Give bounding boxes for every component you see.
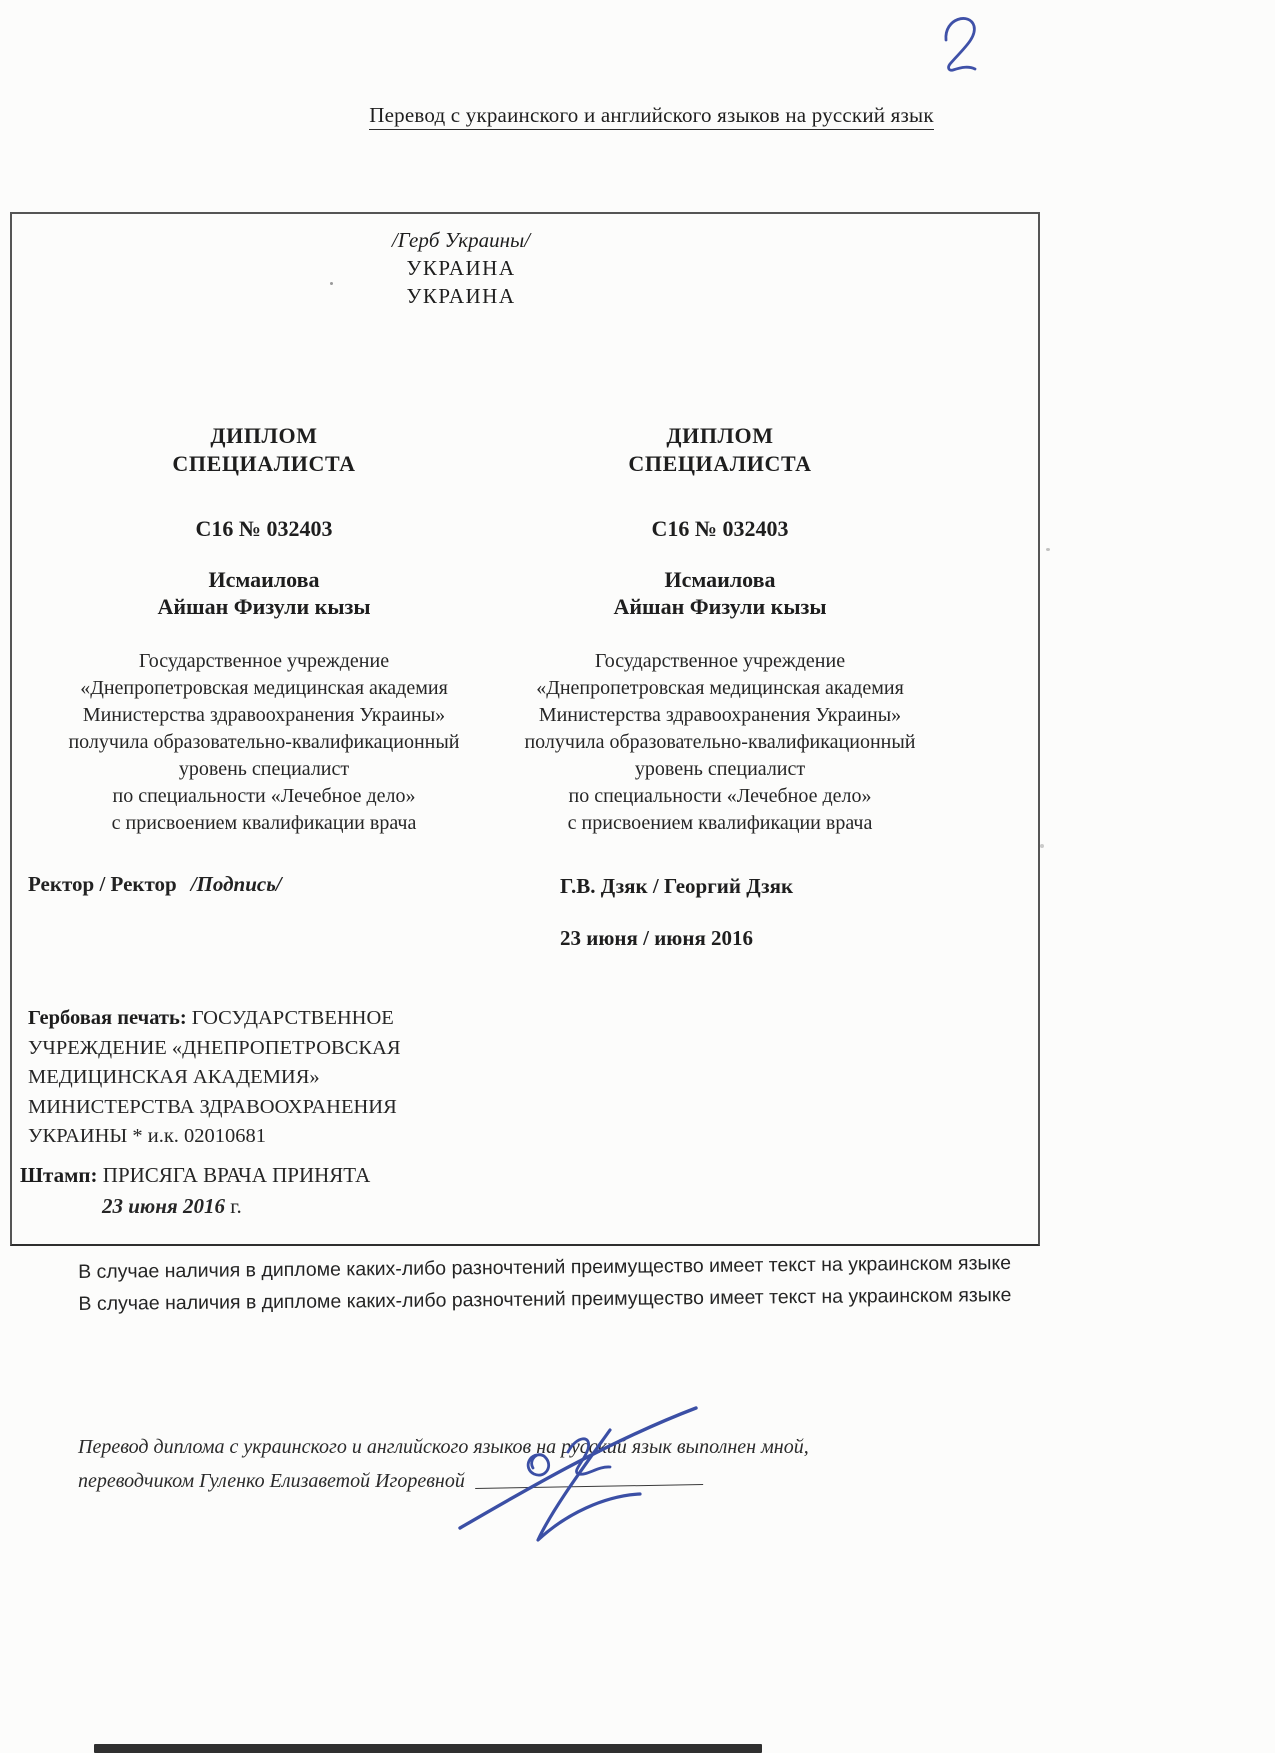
stamp-date: 23 июня 2016 <box>102 1194 225 1218</box>
translator-statement-line1: Перевод диплома с украинского и английского языков на русский язык выполнен мной, <box>78 1436 809 1458</box>
issue-date: 23 июня / июня 2016 <box>560 926 754 950</box>
country-line-1: УКРАИНА <box>406 256 516 280</box>
diploma-body-text <box>510 648 930 837</box>
seal-line: УЧРЕЖДЕНИЕ «ДНЕПРОПЕТРОВСКАЯ <box>28 1036 401 1059</box>
translator-name-text: переводчиком Гуленко Елизаветой Игоревной <box>78 1470 465 1492</box>
scan-speck <box>1040 844 1044 848</box>
doc-type-line2: СПЕЦИАЛИСТА <box>628 451 812 476</box>
body-line: по специальности «Лечебное дело» <box>112 785 416 807</box>
stamp-label: Штамп: <box>20 1163 98 1187</box>
seal-label: Гербовая печать: <box>28 1007 187 1029</box>
stamp-line <box>20 1160 370 1191</box>
holder-given-names: Айшан Физули кызы <box>157 594 371 619</box>
serial-number: С16 № 032403 <box>651 516 789 541</box>
holder-given-names: Айшан Физули кызы <box>613 594 827 619</box>
seal-line: УКРАИНЫ * и.к. 02010681 <box>28 1125 267 1147</box>
body-line: с присвоением квалификации врача <box>111 812 417 834</box>
stamp-date-line <box>102 1191 370 1222</box>
body-line: уровень специалист <box>634 758 806 780</box>
holder-name <box>54 566 474 620</box>
signature-icon <box>452 1392 712 1552</box>
holder-name <box>510 566 930 620</box>
holder-surname: Исмаилова <box>664 567 776 592</box>
doc-type-line1: ДИПЛОМ <box>666 423 774 448</box>
rector-name: Г.В. Дзяк / Георгий Дзяк <box>560 874 794 898</box>
stamp-description <box>20 1160 370 1222</box>
diploma-column-left <box>54 422 474 837</box>
serial-number: С16 № 032403 <box>195 516 333 541</box>
body-line: Государственное учреждение <box>594 650 846 672</box>
body-line: Министерства здравоохранения Украины» <box>538 704 902 726</box>
doc-type-title <box>510 422 930 478</box>
emblem-note: /Герб Украины/ <box>391 228 531 252</box>
seal-line: МЕДИЦИНСКАЯ АКАДЕМИЯ» <box>28 1066 320 1088</box>
rector-signature-line <box>28 872 282 897</box>
disclaimer-line-1: В случае наличия в дипломе каких-либо разночтений преимущество имеет текст на украинском языке <box>78 1252 1012 1283</box>
stamp-text: ПРИСЯГА ВРАЧА ПРИНЯТА <box>102 1163 371 1187</box>
doc-type-title <box>54 422 474 478</box>
handwritten-2-icon <box>936 10 986 80</box>
body-line: с присвоением квалификации врача <box>567 812 873 834</box>
doc-type-line1: ДИПЛОМ <box>210 423 318 448</box>
body-line: Министерства здравоохранения Украины» <box>82 704 446 726</box>
body-line: по специальности «Лечебное дело» <box>568 785 872 807</box>
disclaimer-line-2: В случае наличия в дипломе каких-либо разночтений преимущество имеет текст на украинском языке <box>78 1284 1012 1315</box>
body-line: Государственное учреждение <box>138 650 390 672</box>
diploma-box <box>10 212 1040 1246</box>
body-line: «Днепропетровская медицинская академия <box>80 677 448 699</box>
seal-description <box>28 1004 518 1152</box>
emblem-block <box>255 226 667 310</box>
seal-line: МИНИСТЕРСТВА ЗДРАВООХРАНЕНИЯ <box>28 1095 397 1118</box>
seal-text: ГОСУДАРСТВЕННОЕ <box>191 1007 394 1029</box>
body-line: уровень специалист <box>178 758 350 780</box>
disclaimer-block <box>78 1247 1012 1320</box>
body-line: получила образовательно-квалификационный <box>68 731 460 753</box>
translation-header <box>40 103 1263 128</box>
rector-label: Ректор / Ректор <box>28 872 177 896</box>
scan-speck <box>330 282 333 285</box>
handwritten-page-number <box>936 10 986 85</box>
scan-speck <box>1046 548 1050 551</box>
body-line: «Днепропетровская медицинская академия <box>536 677 904 699</box>
body-line: получила образовательно-квалификационный <box>524 731 916 753</box>
stamp-date-suffix: г. <box>230 1194 242 1218</box>
diploma-body-text <box>54 648 474 837</box>
country-line-2: УКРАИНА <box>406 284 516 308</box>
holder-surname: Исмаилова <box>208 567 320 592</box>
seal-line <box>28 1004 518 1034</box>
diploma-column-right <box>510 422 930 837</box>
translator-signature <box>452 1392 712 1557</box>
translation-header-text: Перевод с украинского и английского языков на русский язык <box>369 103 933 130</box>
doc-type-line2: СПЕЦИАЛИСТА <box>172 451 356 476</box>
signature-placeholder-note: /Подпись/ <box>190 872 282 896</box>
scan-edge-band <box>94 1744 762 1753</box>
